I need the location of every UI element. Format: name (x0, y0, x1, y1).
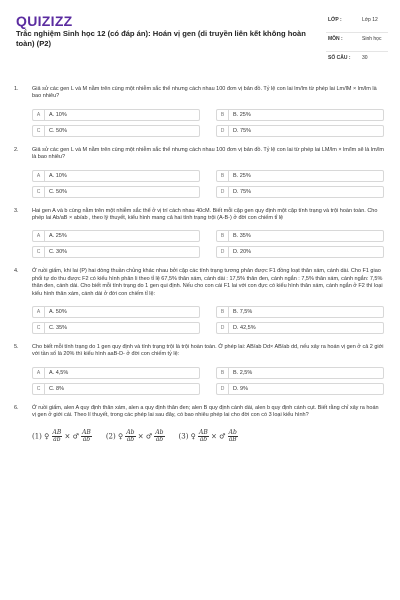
answer-option[interactable] (32, 230, 200, 242)
option-text: B. 2,5% (233, 369, 253, 376)
option-letter: B (217, 171, 229, 181)
question-text: Hai gen A và b cùng nằm trên một nhiễm sắc thể ở vị trí cách nhau 40cM. Biết mỗi cặp gen quy định một cặp tính trạng và trội hoàn toàn. Cho phép lai Ab/aB × ab/ab , theo lý thuyết, kiểu hình mang cả hai tính trạng trội (A-B-) ở đời con chiếm tỉ lệ (32, 207, 378, 222)
answer-option[interactable] (216, 383, 384, 395)
option-letter: C (33, 126, 45, 136)
genotype-fraction (125, 430, 135, 443)
fraction-numerator: Ab (155, 428, 164, 436)
page-title: Trắc nghiệm Sinh học 12 (có đáp án): Hoán vị gen (di truyền liên kết không hoàn toàn) (P2) (16, 29, 306, 48)
option-letter: A (33, 307, 45, 317)
question-block (0, 147, 400, 198)
fraction-denominator: aB (228, 435, 237, 443)
meta-value: Lớp 12 (362, 17, 378, 23)
question-block (0, 208, 400, 259)
genotype-fraction (198, 430, 209, 443)
cross-formula: (3) ♀ $\frac{AB}{ab}$ × ♂ $\frac{Ab}{aB}$ (178, 428, 237, 443)
option-letter: B (217, 110, 229, 120)
question-text: Cho biết mỗi tính trạng do 1 gen quy định và tính trạng trội là trội hoàn toàn. Ở phép lai: AB/ab Dd× AB/ab dd, nếu xảy ra hoán vị gen ở cả 2 giới với tần số là 20% thì kiểu hình aaB-D- ở đời con chiếm tỷ lệ: (32, 344, 384, 358)
cross-formula: (1) ♀ $\frac{AB}{ab}$ × ♂ $\frac{AB}{ab}$ (32, 428, 91, 443)
option-letter: D (217, 247, 229, 257)
genotype-fraction (228, 430, 238, 443)
option-text: D. 42,5% (233, 325, 256, 332)
answer-option[interactable] (216, 125, 384, 137)
option-letter: B (217, 231, 229, 241)
answer-option[interactable] (32, 367, 200, 379)
option-letter: B (217, 307, 229, 317)
option-text: D. 9% (233, 385, 248, 392)
answer-option[interactable] (216, 306, 384, 318)
fraction-numerator: AB (199, 428, 208, 436)
meta-key: LỚP : (328, 17, 342, 23)
answer-option[interactable] (216, 186, 384, 198)
answer-option[interactable] (32, 186, 200, 198)
answer-options (32, 306, 384, 334)
option-text: B. 25% (233, 172, 251, 179)
option-letter: B (217, 368, 229, 378)
question-text: Giả sử các gen L và M nằm trên cùng một nhiễm sắc thể nhưng cách nhau 100 đơn vị bản đồ. Tỷ lệ con lai từ phép lai LM/lm × lm/lm sẽ là lm/lm là bao nhiêu? (32, 146, 384, 161)
fraction-denominator: ab (82, 435, 91, 443)
option-text: C. 50% (49, 188, 68, 195)
fraction-numerator: AB (52, 428, 62, 436)
genotype-fraction (154, 430, 164, 443)
option-text: D. 75% (233, 188, 252, 195)
option-text: A. 10% (49, 111, 67, 118)
question-block (0, 268, 400, 334)
option-text: B. 35% (233, 233, 251, 240)
answer-options (32, 170, 384, 198)
answer-option[interactable] (216, 322, 384, 334)
formula-label: (3) (178, 432, 189, 441)
formula-label: (1) (32, 432, 42, 441)
option-letter: C (33, 247, 45, 257)
option-letter: D (217, 126, 229, 136)
cross-formulas (32, 430, 384, 443)
answer-option[interactable] (32, 246, 200, 258)
question-number: 2. (14, 146, 19, 153)
question-text: Giả sử các gen L và M nằm trên cùng một nhiễm sắc thể nhưng cách nhau 100 đơn vị bản đồ. Tỷ lệ con lai lm/lm từ phép lai Lm/lM × lm/lm là bao nhiêu? (32, 86, 377, 100)
formula-label: (2) (105, 432, 116, 441)
cross-formula: (2) ♀ $\frac{Ab}{ab}$ × ♂ $\frac{Ab}{ab}$ (105, 428, 164, 443)
question-block (0, 405, 400, 443)
page-header (0, 0, 400, 72)
fraction-denominator: ab (155, 435, 164, 443)
option-text: C. 35% (49, 325, 68, 332)
genotype-fraction (52, 430, 63, 443)
meta-row-subject (326, 33, 388, 52)
option-letter: C (33, 384, 45, 394)
quizizz-logo: QUIZIZZ (16, 13, 73, 29)
option-text: C. 30% (49, 249, 68, 256)
answer-option[interactable] (216, 230, 384, 242)
question-number: 4. (14, 268, 19, 275)
question-number: 1. (14, 86, 19, 92)
answer-options (32, 367, 384, 395)
option-text: C. 50% (49, 127, 68, 134)
answer-option[interactable] (32, 322, 200, 334)
question-number: 5. (14, 344, 19, 351)
meta-key: SỐ CÂU : (328, 55, 351, 61)
option-letter: A (33, 171, 45, 181)
answer-option[interactable] (216, 109, 384, 121)
question-text: Ở ruồi giấm, khi lai (P) hai dòng thuần chủng khác nhau bởi cặp các tính trạng tương phản được F1 đồng loạt thân xám, cánh dài. Cho F1 giao phối tự do thu được F2 có kiểu hình phân li theo tỉ lệ 67,5% thân xám, cánh dài : 17,5% thân đen, cánh ngắn : 7,5% thân xám, cánh ngắn: 7,5% thân đen, cánh dài. Cho biết mỗi tính trạng do 1 gen qui định. Nếu cho con cái F1 lai với con đực có kiểu hình thân xám, cánh ngắn ở F2 thì loại kiểu hình thân xám, cánh dài ở đời con chiếm tỉ lệ: (32, 268, 383, 297)
meta-key: MÔN : (328, 36, 343, 42)
option-letter: A (33, 110, 45, 120)
fraction-numerator: AB (82, 428, 91, 436)
question-block (0, 344, 400, 395)
meta-row-class (326, 14, 388, 33)
option-text: A. 25% (49, 233, 67, 240)
answer-option[interactable] (216, 246, 384, 258)
question-block (0, 86, 400, 137)
option-text: C. 8% (49, 385, 64, 392)
option-letter: C (33, 187, 45, 197)
answer-options (32, 230, 384, 258)
fraction-numerator: Ab (126, 428, 135, 436)
quiz-meta (326, 14, 388, 70)
option-letter: C (33, 323, 45, 333)
question-text: Ở ruồi giấm, alen A quy định thân xám, alen a quy định thân đen; alen B quy định cánh dài, alen b quy định cánh cụt. Biết rằng chỉ xảy ra hoán vị gen ở giới cái. Theo lí thuyết, trong các phép lai sau đây, có bao nhiêu phép lai cho đời con có 3 loại kiểu hình? (32, 404, 379, 419)
option-letter: D (217, 384, 229, 394)
option-letter: D (217, 187, 229, 197)
option-letter: A (33, 231, 45, 241)
option-text: B. 25% (233, 111, 251, 118)
question-list (0, 86, 400, 453)
question-number: 6. (14, 404, 19, 411)
answer-option[interactable] (32, 170, 200, 182)
answer-option[interactable] (32, 383, 200, 395)
answer-option[interactable] (216, 170, 384, 182)
answer-option[interactable] (216, 367, 384, 379)
option-text: B. 7,5% (233, 309, 253, 316)
answer-option[interactable] (32, 109, 200, 121)
meta-value: Sinh học (362, 36, 382, 42)
fraction-denominator: ab (126, 435, 135, 443)
answer-options (32, 109, 384, 137)
answer-option[interactable] (32, 125, 200, 137)
fraction-numerator: Ab (228, 428, 237, 436)
option-letter: D (217, 323, 229, 333)
meta-row-count (326, 52, 388, 70)
meta-value: 30 (362, 55, 368, 61)
fraction-denominator: ab (53, 435, 61, 443)
option-text: A. 4,5% (49, 369, 69, 376)
option-text: D. 75% (233, 127, 252, 134)
option-letter: A (33, 368, 45, 378)
question-number: 3. (14, 207, 19, 214)
genotype-fraction (81, 430, 92, 443)
fraction-denominator: ab (199, 435, 208, 443)
option-text: A. 50% (49, 309, 67, 316)
option-text: D. 20% (233, 249, 252, 256)
option-text: A. 10% (49, 172, 67, 179)
answer-option[interactable] (32, 306, 200, 318)
